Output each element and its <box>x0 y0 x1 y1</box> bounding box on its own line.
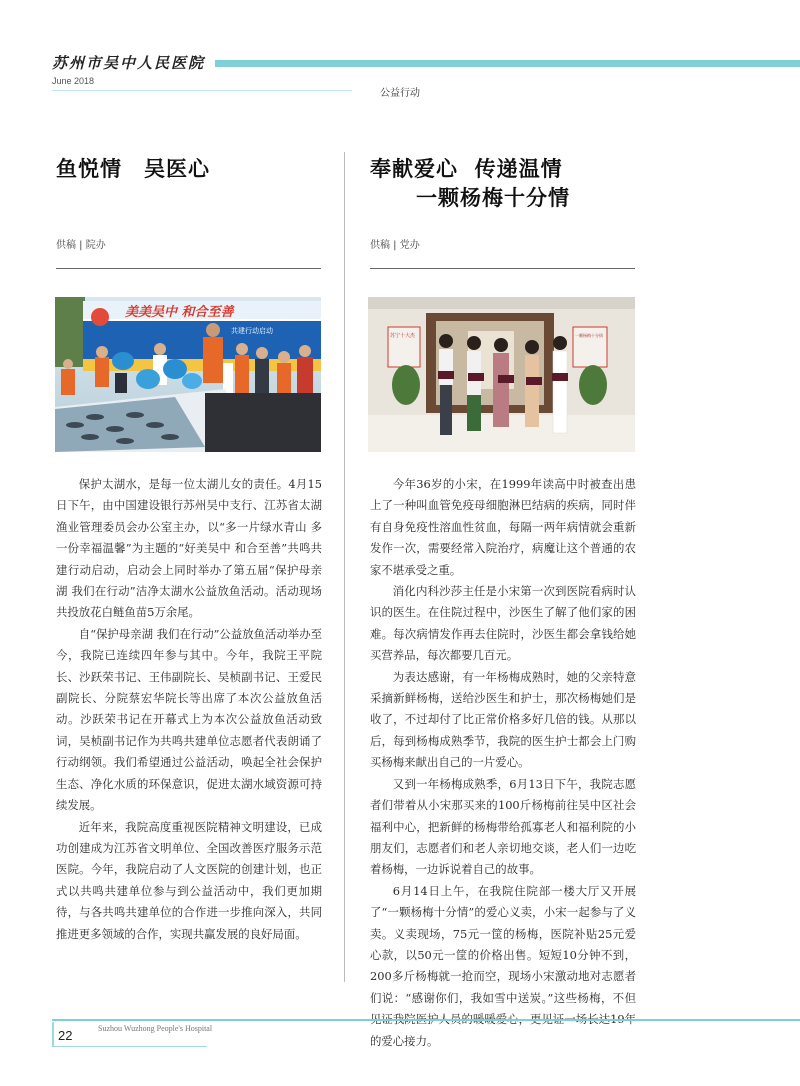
footer-side-bar <box>52 1022 54 1046</box>
fish-release-photo <box>55 297 321 452</box>
hospital-name: 苏州市吴中人民医院 <box>52 54 206 72</box>
banner-subtitle: 共建行动启动 <box>231 327 273 335</box>
right-article-body <box>370 474 636 1052</box>
right-byline-rule <box>370 268 635 269</box>
header-accent-bar <box>215 60 800 67</box>
left-paragraph: 保护太湖水，是每一位太湖儿女的责任。4月15日下午，由中国建设银行苏州吴中支行、江苏省太湖渔业管理委员会办公室主办，以“多一片绿水青山 多一份幸福温馨”为主题的“好美吴中 和合至善”共鸣共建行动启动，启动会上同时举办了第五届“保护母亲湖 我们在行动”洁净太湖水公益放鱼活动。活动现场共投放花白鲢鱼苗5万余尾。 <box>56 477 322 620</box>
right-paragraph: 消化内科沙莎主任是小宋第一次到医院看病时认识的医生。在住院过程中，沙医生了解了他们家的困难。每次病情发作再去住院时，沙医生都会拿钱给她买营养品，每次都要几百元。 <box>370 584 636 663</box>
poster-right-text: 一颗杨梅十分情 <box>575 333 603 338</box>
right-paragraph: 6月14日上午，在我院住院部一楼大厅又开展了“一颗杨梅十分情”的爱心义卖，小宋一起参与了义卖。义卖现场，75元一筐的杨梅，医院补贴25元爱心款，以50元一筐的价格出售。短短10分钟不到，200多斤杨梅就一抢而空，现场小宋激动地对志愿者们说：“感谢你们，我如雪中送炭。”这些杨梅，不但 的爱心接力。 <box>370 883 636 1048</box>
left-paragraph: 近年来，我院高度重视医院精神文明建设，已成功创建成为江苏省文明单位、全国改善医疗服务示范医院。今年，我院启动了人文医院的创建计划，也正式以共鸣共建单位参与到公益活动中，我们更加期待，与各共鸣共建单位的合作进一步推向深入，共同推进更多领域的合作，实现共赢发展的良好局面。 <box>56 819 322 941</box>
footer-rule <box>52 1046 207 1047</box>
right-article-byline: 供稿 | 党办 <box>370 240 420 251</box>
banner-slogan: 美美吴中 和合至善 <box>125 305 234 320</box>
fish-release-scene <box>55 297 321 452</box>
right-article-title-line1: 奉献爱心 传递温情 <box>370 157 563 181</box>
footer-hospital-english: Suzhou Wuzhong People's Hospital <box>98 1024 213 1033</box>
right-paragraph: 又到一年杨梅成熟季，6月13日下午，我院志愿者们带着从小宋那买来的100斤杨梅前往吴中区社会福利中心，把新鲜的杨梅带给孤寡老人和福利院的小朋友们，志愿者们和老人亲切地交谈，老人们一边吃着杨梅，一边诉说着自己的故事。 <box>370 776 636 877</box>
bayberry-charity-scene <box>368 297 635 452</box>
poster-left-text: 苏宁十大杰 <box>390 333 416 339</box>
issue-date: June 2018 <box>52 76 95 86</box>
footer-accent-rule <box>52 1019 800 1021</box>
bayberry-event-photo <box>368 297 635 452</box>
left-paragraph: 自“保护母亲湖 我们在行动”公益放鱼活动举办至今，我院已连续四年参与其中。今年，我院王平院长、沙跃荣书记、王伟副院长、吴桢副书记、王爱民副院长、分院蔡宏华院长等出席了本次公益放鱼活动。沙跃荣书记在开幕式上为本次公益放鱼活动致词，吴桢副书记作为共鸣共建单位志愿者代表朗诵了行动纲领。我们希望通过公益活动，唤起全社会保护生态、净化水质的环保意识，促进太湖水域资源可持续发展。 <box>56 626 322 813</box>
right-article-title-line2: 一颗杨梅十分情 <box>416 186 570 210</box>
right-paragraph: 今年36岁的小宋，在1999年读高中时被查出患上了一种叫血管免疫母细胞淋巴结病的疾病，同时伴有自身免疫性溶血性贫血，每隔一两年病情就会重新发作一次，需要经常入院治疗，病魔让这个普通的农家不堪承受之重。 <box>370 477 636 577</box>
column-divider <box>344 152 345 982</box>
left-article-title: 鱼悦情 吴医心 <box>56 157 210 181</box>
left-article-byline: 供稿 | 院办 <box>56 240 106 251</box>
page-number: 22 <box>58 1028 73 1043</box>
section-label: 公益行动 <box>380 88 420 99</box>
right-paragraph: 为表达感谢，有一年杨梅成熟时，她的父亲特意采摘新鲜杨梅，送给沙医生和护士，那次杨梅她们是收了，不过却付了比正常价格多好几倍的钱。从那以后，每到杨梅成熟季节，我院的医生护士都会上门购买杨梅来献出自己的一片爱心。 <box>370 669 636 770</box>
left-byline-rule <box>56 268 321 269</box>
header-rule <box>52 90 352 91</box>
left-article-body <box>56 474 322 945</box>
